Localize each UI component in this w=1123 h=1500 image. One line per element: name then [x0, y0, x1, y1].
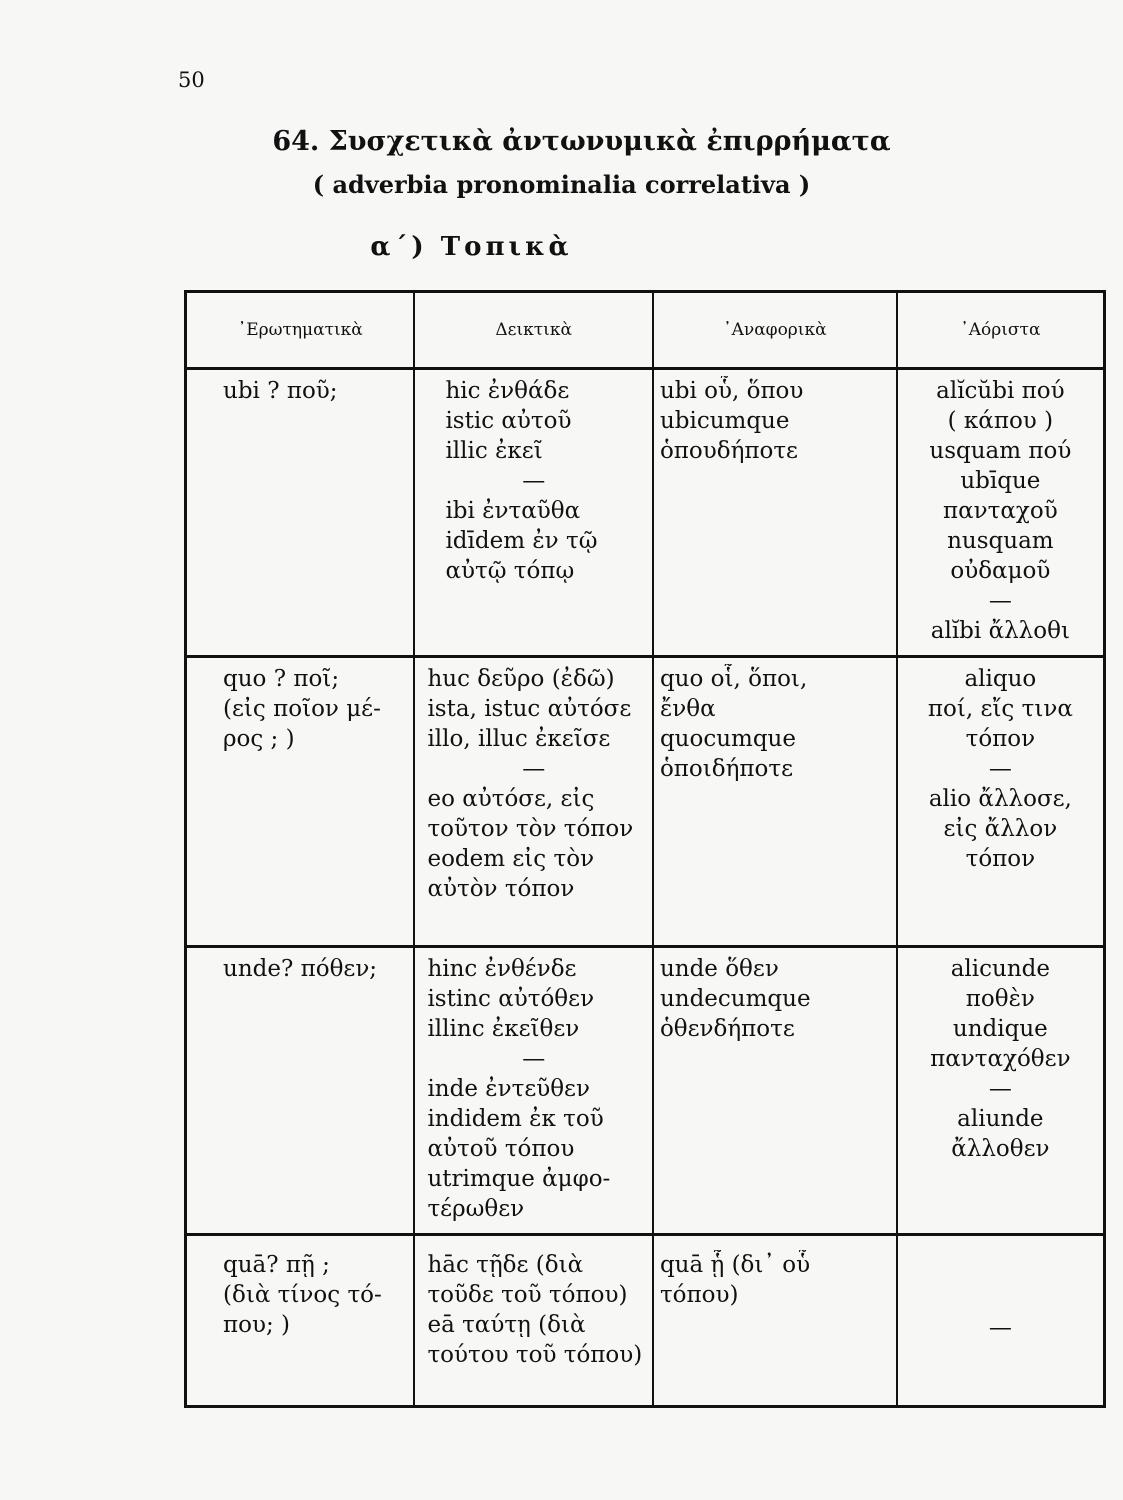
cell-line: που; )	[223, 1312, 290, 1338]
cell-line: inde ἐντεῦθεν	[427, 1076, 590, 1102]
cell-line: ista, istuc αὐτόσε	[427, 696, 632, 722]
cell-line: nusquam	[947, 528, 1054, 554]
cell-line: πανταχοῦ	[943, 498, 1058, 524]
cell-line: quā? πῇ ;	[223, 1252, 330, 1278]
interrogative-cell	[186, 1235, 415, 1407]
cell-line: unde? πόθεν;	[223, 956, 378, 982]
cell-line: αὐτοῦ τόπου	[427, 1136, 575, 1162]
cell-line: hic ἐνθάδε	[445, 378, 570, 404]
separator-dash: —	[522, 756, 546, 782]
demonstrative-cell	[414, 369, 652, 657]
page-title: 64. Συσχετικὰ ἀντωνυμικὰ ἐπιρρήματα	[272, 126, 891, 157]
cell-line: οὐδαμοῦ	[950, 558, 1051, 584]
cell-line: ὁπουδήποτε	[659, 438, 798, 464]
correlative-adverbs-table	[184, 290, 1106, 1408]
demonstrative-cell	[414, 1235, 652, 1407]
cell-line: (εἰς ποῖον μέ-	[223, 696, 381, 722]
cell-line: τόπου)	[659, 1282, 739, 1308]
cell-line: εἰς ἄλλον	[943, 816, 1058, 842]
cell-line: usquam πού	[929, 438, 1072, 464]
cell-line: τούτου τοῦ τόπου)	[427, 1342, 643, 1368]
cell-line: τέρωθεν	[427, 1196, 525, 1222]
cell-line: eodem εἰς τὸν	[427, 846, 595, 872]
relative-cell	[653, 1235, 897, 1407]
header-interrogative: ᾿Ερωτηματικὰ	[186, 292, 415, 369]
cell-line: quo ? ποῖ;	[223, 666, 340, 692]
cell-line: αὐτὸν τόπον	[427, 876, 575, 902]
header-demonstrative: Δεικτικὰ	[414, 292, 652, 369]
cell-line: ὁποιδήποτε	[659, 756, 793, 782]
interrogative-cell	[186, 369, 415, 657]
cell-line: quo οἷ, ὅποι,	[659, 666, 808, 692]
cell-line: (διὰ τίνος τό-	[223, 1282, 382, 1308]
table-row	[186, 947, 1105, 1235]
demonstrative-cell	[414, 657, 652, 947]
separator-dash: —	[988, 588, 1012, 614]
cell-line: hāc τῇδε (διὰ	[427, 1252, 584, 1278]
cell-line: ( κάπου )	[947, 408, 1054, 434]
cell-line: τόπον	[965, 726, 1036, 752]
cell-line: ποί, εἴς τινα	[927, 696, 1073, 722]
header-relative: ᾿Αναφορικὰ	[653, 292, 897, 369]
separator-dash: —	[988, 1314, 1012, 1341]
separator-dash: —	[522, 1046, 546, 1072]
cell-line: ποθὲν	[965, 986, 1035, 1012]
cell-line: alĭcŭbi πού	[936, 378, 1065, 404]
indefinite-cell	[897, 1235, 1105, 1407]
cell-line: alicunde	[950, 956, 1050, 982]
cell-line: undique	[952, 1016, 1048, 1042]
cell-line: ἄλλοθεν	[951, 1136, 1050, 1162]
table-row	[186, 369, 1105, 657]
cell-line: huc δεῦρο (ἐδῶ)	[427, 666, 615, 692]
cell-line: istic αὐτοῦ	[445, 408, 572, 434]
cell-line: alio ἄλλοσε,	[928, 786, 1072, 812]
cell-line: τόπον	[965, 846, 1036, 872]
cell-line: ρος ; )	[223, 726, 295, 752]
cell-line: hinc ἐνθένδε	[427, 956, 577, 982]
interrogative-cell	[186, 947, 415, 1235]
table-header-row	[186, 292, 1105, 369]
indefinite-cell	[897, 369, 1105, 657]
relative-cell	[653, 369, 897, 657]
cell-line: τοῦτον τὸν τόπον	[427, 816, 634, 842]
indefinite-cell	[897, 947, 1105, 1235]
page-number: 50	[178, 68, 205, 92]
table-row	[186, 1235, 1105, 1407]
cell-line: ἔνθα	[659, 696, 716, 722]
cell-line: quocumque	[659, 726, 796, 752]
cell-line: alĭbi ἄλλοθι	[930, 618, 1070, 644]
separator-dash: —	[988, 1076, 1012, 1102]
cell-line: illinc ἐκεῖθεν	[427, 1016, 580, 1042]
cell-line: αὐτῷ τόπῳ	[445, 558, 575, 584]
cell-line: istinc αὐτόθεν	[427, 986, 595, 1012]
cell-line: unde ὅθεν	[659, 956, 779, 982]
indefinite-cell	[897, 657, 1105, 947]
cell-line: aliquo	[964, 666, 1037, 692]
demonstrative-cell	[414, 947, 652, 1235]
cell-line: πανταχόθεν	[930, 1046, 1071, 1072]
cell-line: undecumque	[659, 986, 811, 1012]
cell-line: indidem ἐκ τοῦ	[427, 1106, 604, 1132]
separator-dash: —	[522, 468, 546, 494]
cell-line: illo, illuc ἐκεῖσε	[427, 726, 611, 752]
page-subtitle: ( adverbia pronominalia correlativa )	[312, 170, 811, 199]
cell-line: τοῦδε τοῦ τόπου)	[427, 1282, 628, 1308]
interrogative-cell	[186, 657, 415, 947]
cell-line: eā ταύτῃ (διὰ	[427, 1312, 586, 1338]
cell-line: idīdem ἐν τῷ	[445, 528, 598, 554]
cell-line: aliunde	[957, 1106, 1044, 1132]
cell-line: utrimque ἀμφο-	[427, 1166, 611, 1192]
header-indefinite: ᾿Αόριστα	[897, 292, 1105, 369]
cell-line: illic ἐκεῖ	[445, 438, 543, 464]
section-heading: α΄) Τοπικὰ	[370, 232, 573, 262]
relative-cell	[653, 657, 897, 947]
separator-dash: —	[988, 756, 1012, 782]
cell-line: eo αὐτόσε, εἰς	[427, 786, 595, 812]
cell-line: ubicumque	[659, 408, 790, 434]
table-row	[186, 657, 1105, 947]
relative-cell	[653, 947, 897, 1235]
cell-line: quā ᾗ (δι᾿ οὗ	[659, 1252, 811, 1278]
cell-line: ibi ἐνταῦθα	[445, 498, 581, 524]
cell-line: ubi ? ποῦ;	[223, 378, 338, 404]
cell-line: ubi οὗ, ὅπου	[659, 378, 804, 404]
cell-line: ubīque	[960, 468, 1041, 494]
cell-line: ὁθενδήποτε	[659, 1016, 795, 1042]
